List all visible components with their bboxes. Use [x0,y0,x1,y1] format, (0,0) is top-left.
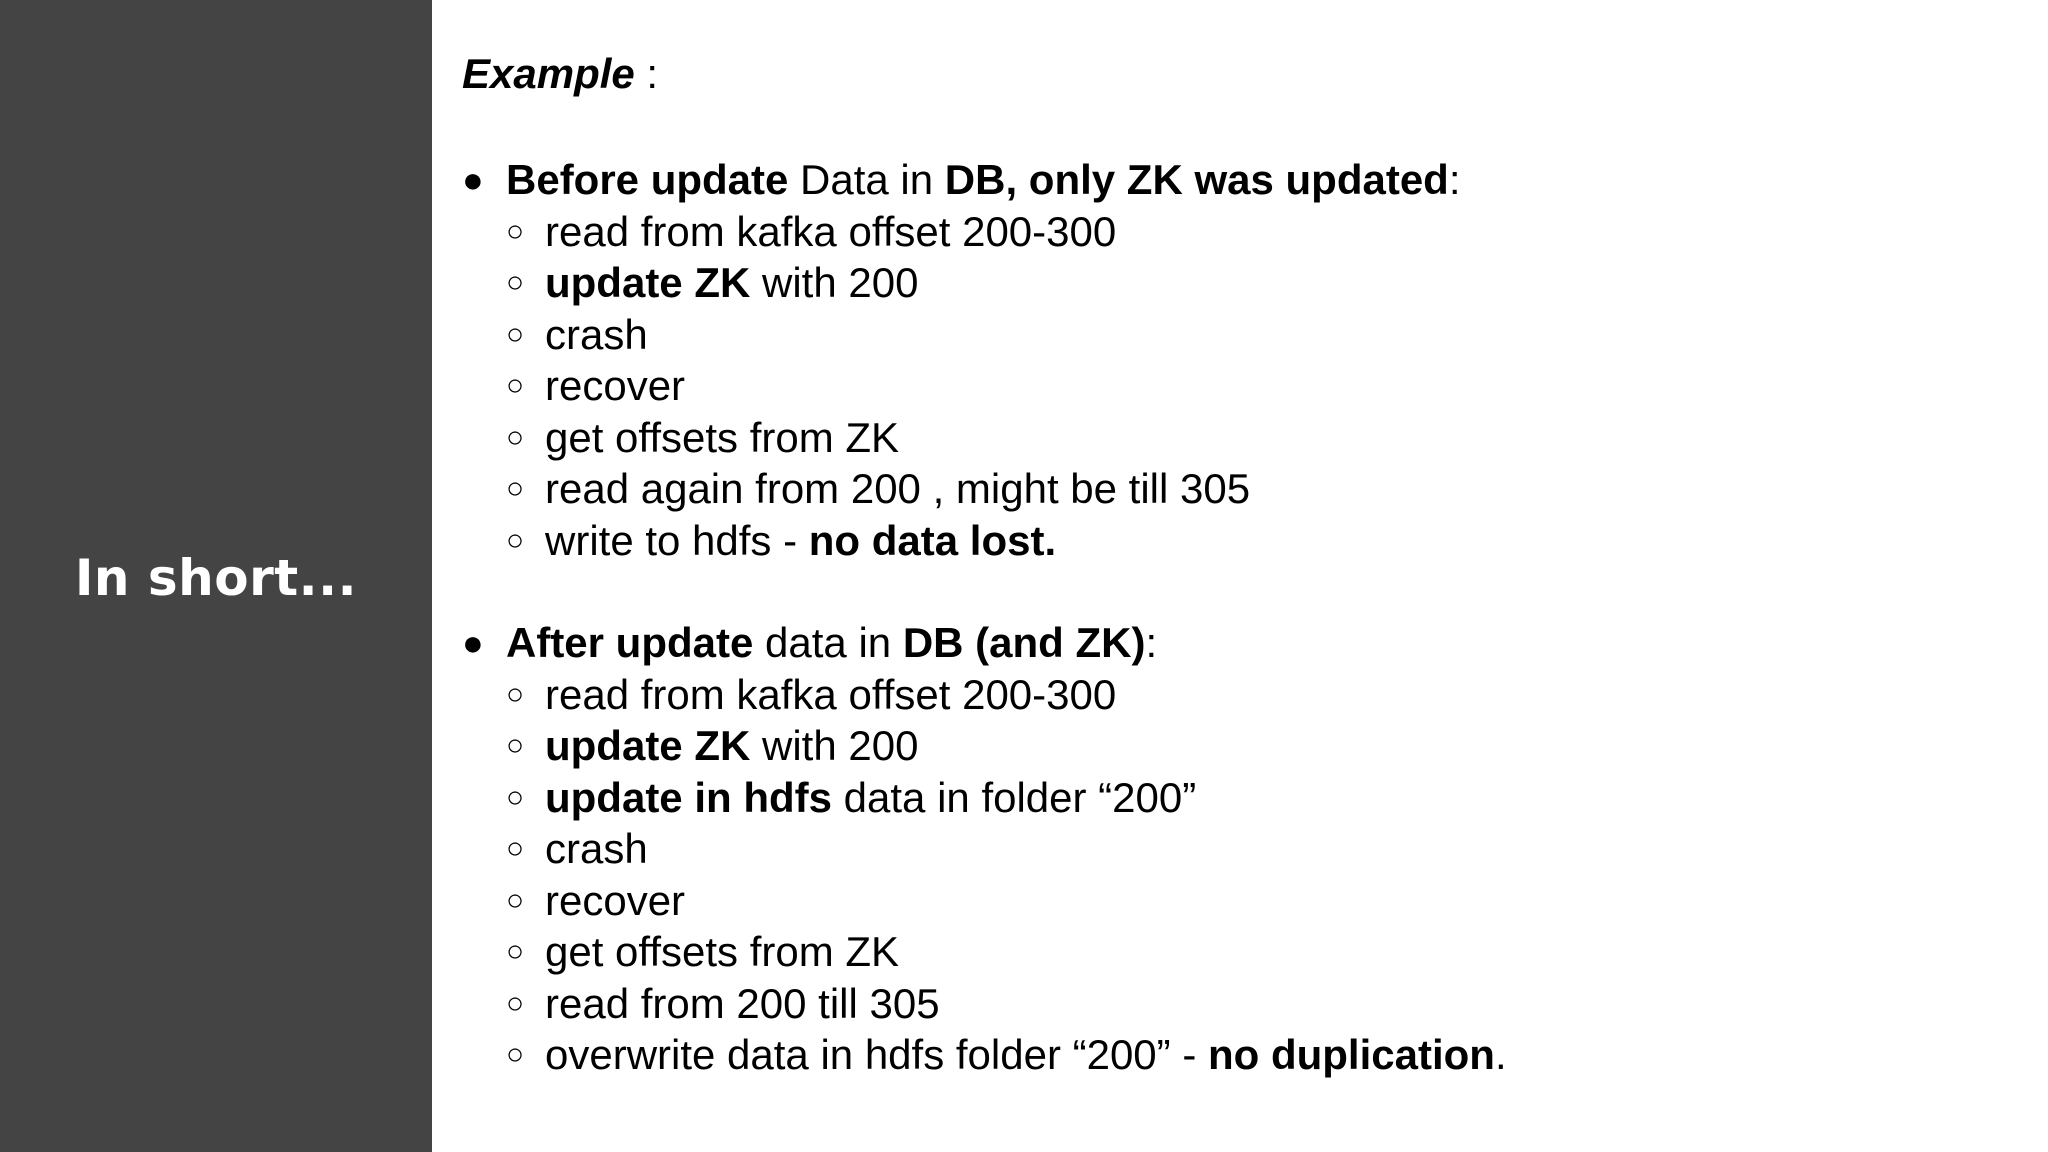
list-item [462,720,2022,772]
list-item [462,515,2022,567]
bold-text: DB (and ZK) [902,619,1146,666]
text-run: get offsets from ZK [545,413,900,461]
section-heading [462,154,2022,206]
hollow-bullet-icon: ○ [506,935,525,968]
hollow-bullet-icon: ○ [506,677,525,711]
text-run: : [1448,156,1461,203]
list-item [462,206,2022,258]
hollow-bullet-icon: ○ [506,832,525,865]
bullet-icon: ● [462,159,484,200]
section-before-update [462,154,2022,566]
text-run: data in folder “200” [832,773,1197,821]
text-run: overwrite data in hdfs folder “200” - [545,1031,1208,1078]
text-run: Data in [788,156,945,203]
text-run: crash [545,310,648,358]
spacer [462,566,2022,617]
text-run: crash [545,825,648,872]
sidebar-panel [0,0,432,1152]
hollow-bullet-icon: ○ [506,317,525,351]
list-item [462,875,2022,927]
list-item [462,463,2022,515]
section-heading [462,617,2022,669]
text-run: write to hdfs - [545,516,809,564]
text-run: read again from 200 , might be till 305 [545,465,1251,512]
example-heading [462,46,2022,102]
text-run: : [1145,619,1158,666]
bold-text: update ZK [545,722,751,769]
list-item [462,309,2022,361]
spacer [462,102,2022,154]
bold-text: update ZK [545,259,751,306]
text-run: . [1494,1031,1507,1078]
example-suffix: : [634,50,659,97]
list-item [462,669,2022,721]
text-run: with 200 [750,259,919,306]
text-run: recover [545,362,686,409]
list-item [462,823,2022,875]
text-run: data in [753,619,903,666]
list-item [462,1029,2022,1081]
list-item [462,926,2022,978]
list-item [462,360,2022,412]
text-run: recover [545,876,686,924]
list-item [462,257,2022,309]
bold-text: Before update [506,156,789,203]
text-run: read from kafka offset 200-300 [545,207,1117,255]
text-run: with 200 [750,722,919,769]
example-label: Example [462,50,635,97]
bullet-icon: ● [462,622,484,663]
list-item [462,772,2022,824]
list-item [462,412,2022,464]
bold-text: no data lost. [808,516,1057,564]
hollow-bullet-icon: ○ [506,214,525,248]
bold-text: update in hdfs [545,773,832,821]
hollow-bullet-icon: ○ [506,369,525,402]
slide-title: In short... [74,549,358,607]
hollow-bullet-icon: ○ [506,1038,525,1071]
text-run: read from kafka offset 200-300 [545,670,1117,718]
text-run: read from 200 till 305 [545,979,940,1027]
hollow-bullet-icon: ○ [506,472,525,505]
hollow-bullet-icon: ○ [506,420,525,454]
hollow-bullet-icon: ○ [506,729,525,762]
hollow-bullet-icon: ○ [506,883,525,917]
hollow-bullet-icon: ○ [506,523,525,557]
bold-text: no duplication [1207,1031,1495,1078]
hollow-bullet-icon: ○ [506,986,525,1020]
hollow-bullet-icon: ○ [506,780,525,814]
text-run: get offsets from ZK [545,928,900,975]
bold-text: DB, only ZK was updated [944,156,1449,203]
hollow-bullet-icon: ○ [506,266,525,299]
slide-content [462,46,2022,1081]
list-item [462,978,2022,1030]
section-after-update [462,617,2022,1081]
bold-text: After update [506,619,754,666]
